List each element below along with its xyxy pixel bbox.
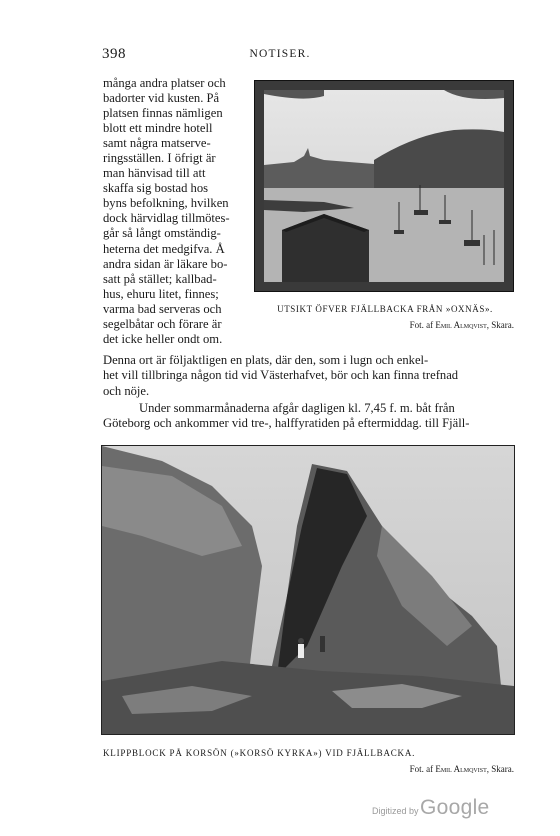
text-line: dock härvidlag tillmötes- [103,211,230,226]
text-line: andra sidan är läkare bo- [103,256,228,271]
paragraph-2 [103,401,514,432]
rock-photo-image [102,446,514,734]
credit-prefix: Fot. af [409,764,436,774]
digitized-watermark [372,796,522,824]
text-line: Göteborg och ankommer vid tre-, halffyratiden på eftermiddag. till Fjäll- [103,416,470,431]
text-line: byns befolkning, hvilken [103,196,229,211]
credit-suffix: , Skara. [486,764,514,774]
text-line: satt på stället; kallbad- [103,271,217,286]
figure1-credit [300,320,514,330]
rock-photo [101,445,515,735]
text-line: het vill tillbringa någon tid vid Västerhafvet, bör och kan finna trefnad [103,368,459,383]
text-line: badorter vid kusten. På [103,91,220,106]
watermark-prefix: Digitized by [372,806,419,816]
text-line: och nöje. [103,383,150,398]
text-line: platsen finnas nämligen [103,106,223,121]
text-line: Denna ort är följaktligen en plats, där den, som i lugn och enkel- [103,353,429,367]
text-line: man hänvisad till att [103,166,206,181]
left-column-text [103,76,269,347]
paragraph-1 [103,353,514,399]
running-head: NOTISER. [249,48,311,60]
text-line: heterna det medgifva. Å [103,241,225,256]
photographer-name: Emil Almqvist [435,320,487,330]
text-line: många andra platser och [103,76,226,90]
google-logo: Google [420,796,490,819]
harbor-photo-image [264,90,504,282]
harbor-photo-frame [254,80,514,292]
text-line: varma bad serveras och [103,301,222,316]
text-line: blott ett mindre hotell [103,121,213,136]
photographer-name: Emil Almqvist [435,764,487,774]
text-line: det icke heller ondt om. [103,331,223,346]
text-line: Under sommarmånaderna afgår dagligen kl. 7,45 f. m. båt från [139,401,455,415]
figure2-caption: KLIPPBLOCK PÅ KORSÖN (»KORSÖ KYRKA») VID FJÄLLBACKA. [103,748,416,758]
page-number: 398 [102,46,126,62]
figure1-caption: UTSIKT ÖFVER FJÄLLBACKA FRÅN »OXNÄS». [277,304,493,314]
figure2-credit [300,764,514,774]
text-line: går så långt omständig- [103,226,221,241]
text-line: hus, ehuru litet, finnes; [103,286,219,301]
text-line: segelbåtar och förare är [103,316,222,331]
text-line: samt några matserve- [103,136,211,151]
text-line: skaffa sig bostad hos [103,181,209,196]
harbor-photo [264,90,504,282]
credit-prefix: Fot. af [409,320,436,330]
credit-suffix: , Skara. [486,320,514,330]
text-line: ringsställen. I öfrigt är [103,151,216,166]
